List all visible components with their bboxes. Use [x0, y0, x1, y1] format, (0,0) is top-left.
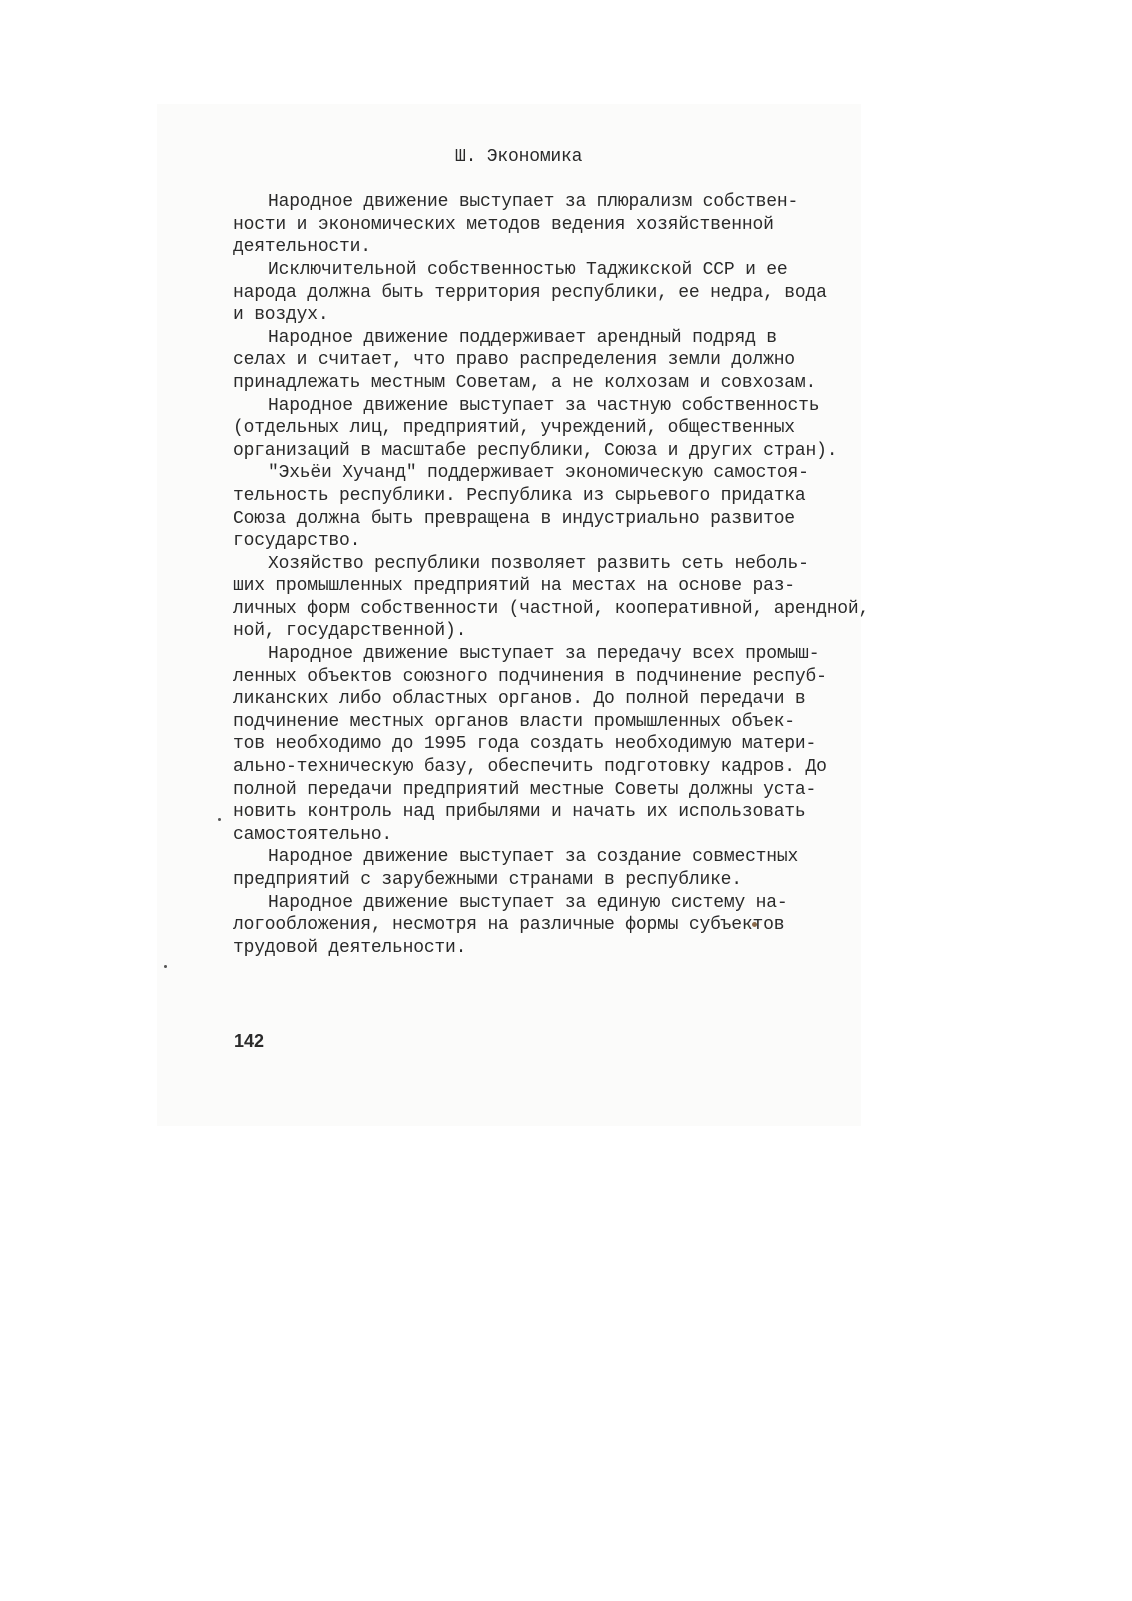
text-line: ших промышленных предприятий на местах на основе раз-: [233, 576, 795, 597]
text-line: предприятий с зарубежными странами в республике.: [233, 870, 742, 890]
text-line: принадлежать местным Советам, а не колхозам и совхозам.: [233, 372, 817, 393]
text-line: Исключительной собственностью Таджикской ССР и ее: [268, 259, 788, 280]
text-line: Народное движение выступает за плюрализм собствен-: [268, 192, 799, 213]
paragraph: [233, 553, 870, 643]
text-line: личных форм собственности (частной, кооперативной, арендной,: [233, 598, 870, 619]
text-line: ности и экономических методов ведения хозяйственной: [233, 214, 774, 235]
text-line: Народное движение выступает за частную собственность: [268, 395, 820, 416]
paragraph: [233, 327, 833, 395]
text-line: Хозяйство республики позволяет развить сеть неболь-: [268, 553, 809, 574]
text-line: ально-техническую базу, обеспечить подготовку кадров. До: [233, 757, 827, 778]
paragraph: [233, 846, 833, 891]
text-line: ной, государственной).: [233, 621, 467, 642]
document-body: [233, 146, 870, 959]
paragraph: [233, 462, 833, 552]
text-line: ликанских либо областных органов. До полной передачи в: [233, 689, 806, 710]
paragraph: [233, 892, 833, 960]
text-line: Союза должна быть превращена в индустриально развитое: [233, 508, 795, 529]
paragraph: [233, 643, 833, 846]
text-line: организаций в масштабе республики, Союза и других стран).: [233, 440, 838, 461]
text-line: тов необходимо до 1995 года создать необходимую матери-: [233, 734, 817, 755]
section-title: Ш. Экономика: [455, 147, 583, 167]
text-line: трудовой деятельности.: [233, 937, 467, 958]
paragraph: [233, 259, 833, 327]
text-line: и воздух.: [233, 305, 329, 326]
paragraph: [233, 191, 833, 259]
text-line: Народное движение выступает за передачу всех промыш-: [268, 644, 820, 665]
text-line: селах и считает, что право распределения земли должно: [233, 350, 795, 371]
text-line: полной передачи предприятий местные Советы должны уста-: [233, 779, 817, 800]
text-line: "Эхьёи Хучанд" поддерживает экономическую самостоя-: [268, 463, 809, 484]
text-line: логообложения, несмотря на различные формы субъектов: [233, 915, 785, 936]
page-number: 142: [234, 1031, 265, 1051]
scan-speck: [218, 818, 221, 821]
paragraph: [233, 395, 838, 463]
text-line: (отдельных лиц, предприятий, учреждений, общественных: [233, 418, 795, 439]
text-line: государство.: [233, 531, 361, 552]
text-line: ленных объектов союзного подчинения в подчинение респуб-: [233, 666, 827, 687]
text-line: Народное движение выступает за единую систему на-: [268, 892, 788, 913]
text-line: Народное движение поддерживает арендный подряд в: [268, 327, 777, 348]
text-line: подчинение местных органов власти промышленных объек-: [233, 711, 795, 732]
scan-speck: [164, 965, 167, 968]
text-line: Народное движение выступает за создание совместных: [268, 847, 799, 868]
text-line: самостоятельно.: [233, 824, 393, 845]
text-line: народа должна быть территория республики, ее недра, вода: [233, 282, 827, 303]
text-line: новить контроль над прибылями и начать их использовать: [233, 802, 806, 823]
text-line: деятельности.: [233, 237, 371, 258]
text-line: тельность республики. Республика из сырьевого придатка: [233, 485, 806, 506]
